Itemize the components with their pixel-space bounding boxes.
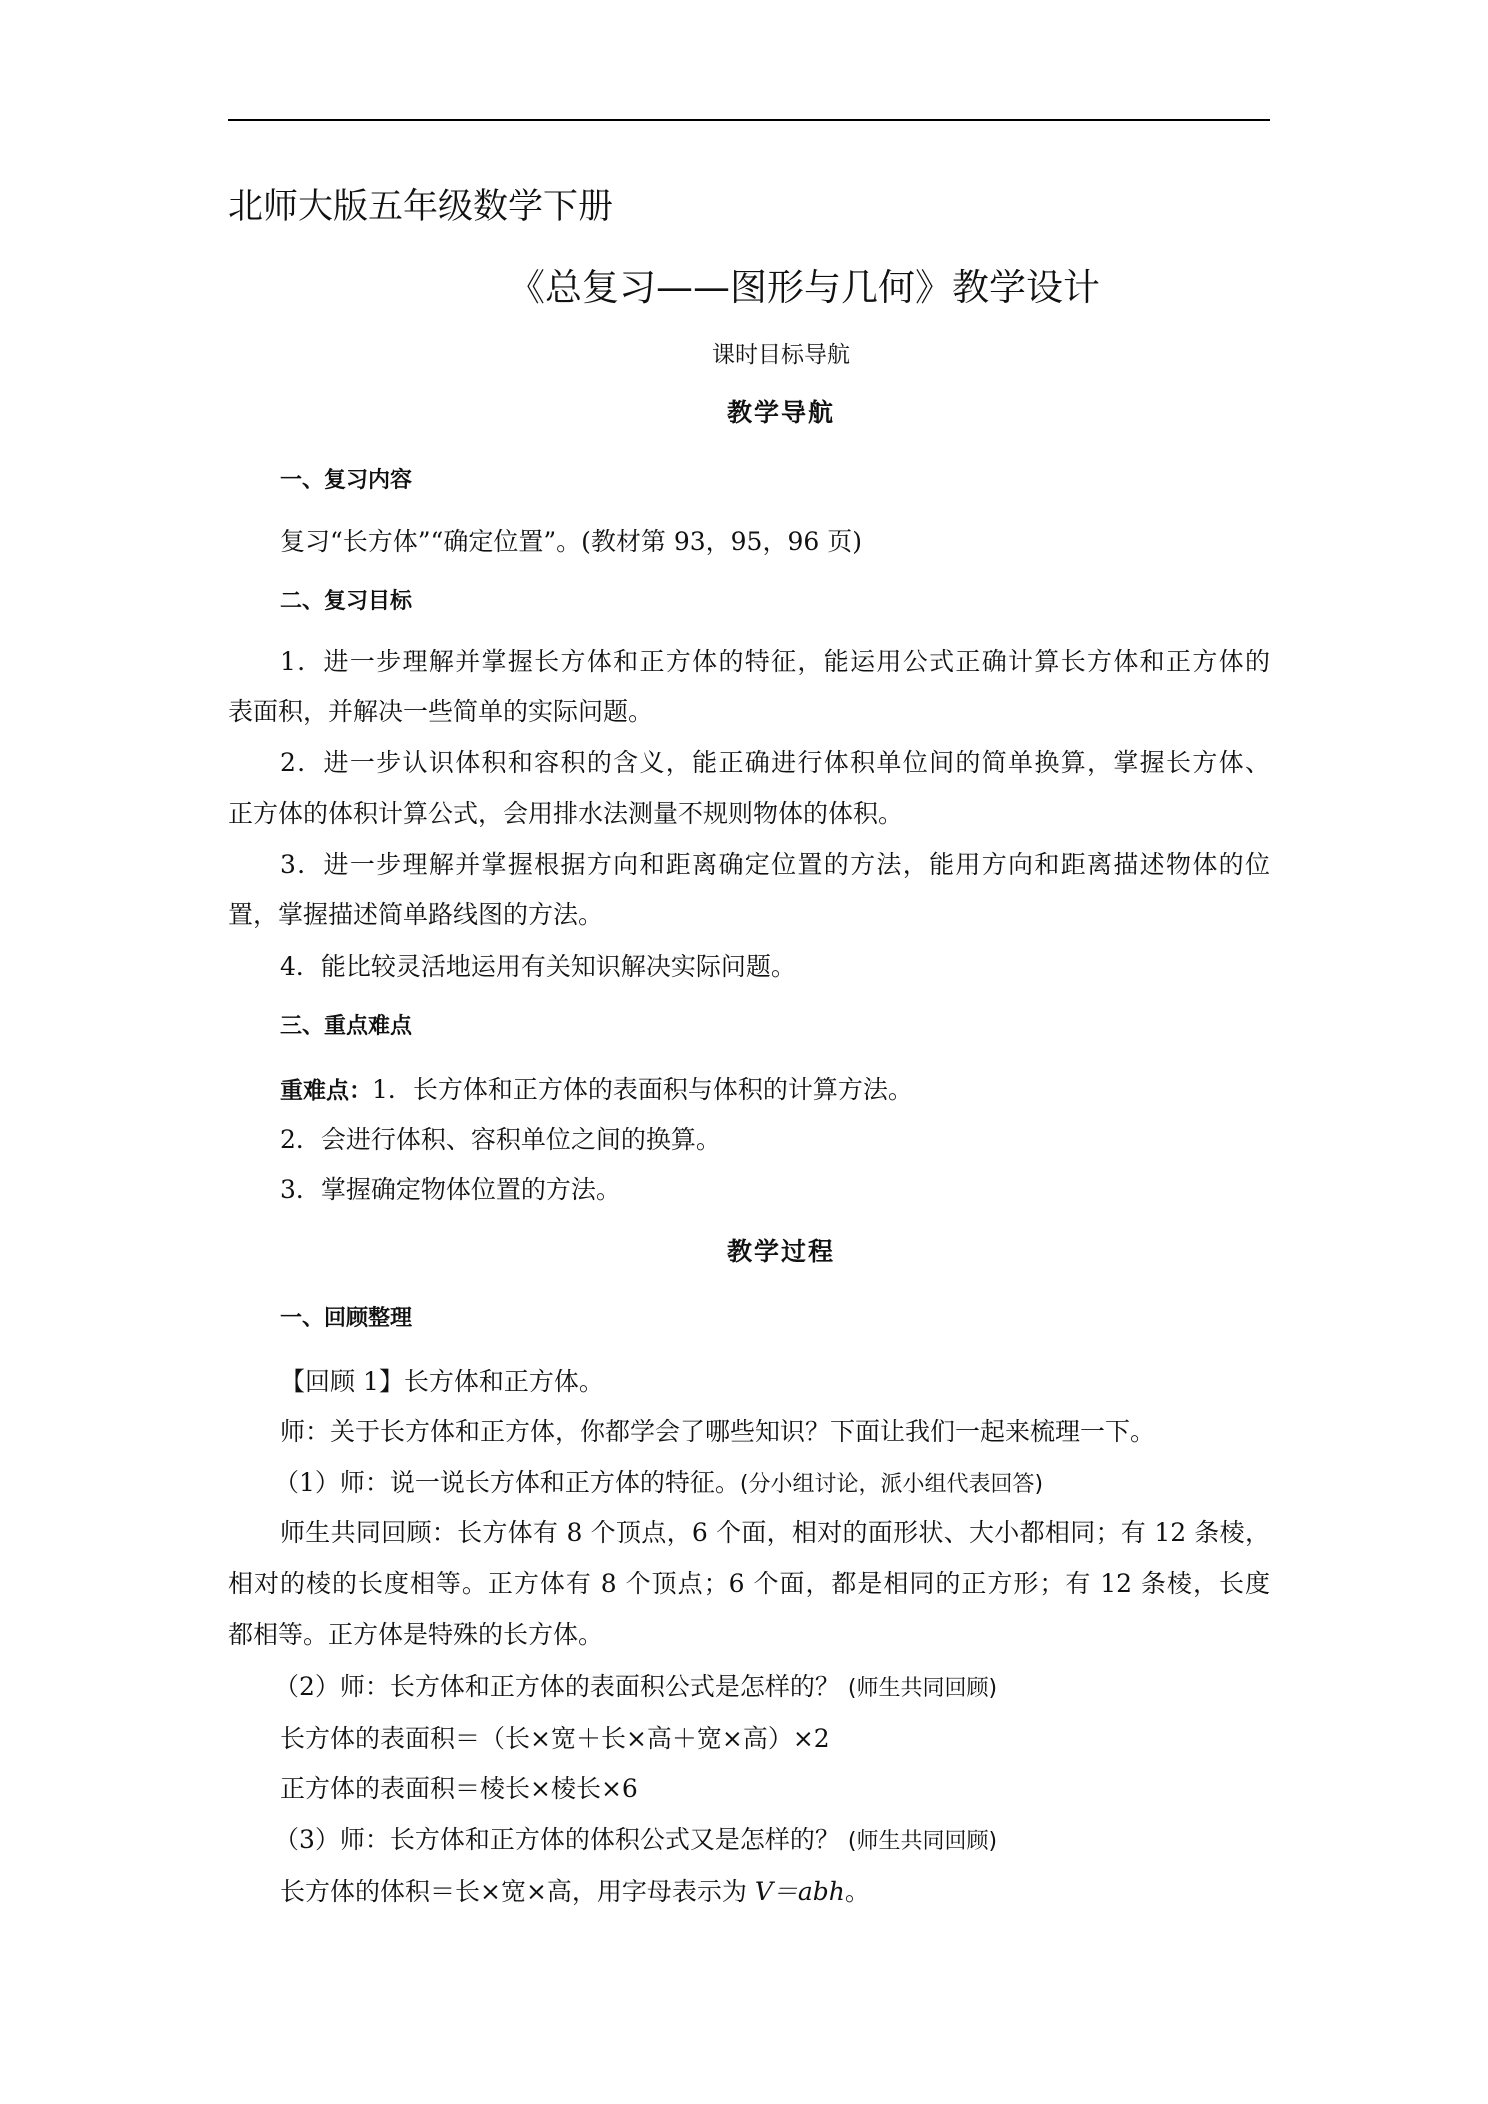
question-2-note: (师生共同回顾)	[847, 1676, 998, 1701]
review-1-title: 【回顾 1】长方体和正方体。	[280, 1367, 604, 1396]
nav-section-1-text: 复习“长方体”“确定位置”。(教材第 93，95，96 页)	[280, 527, 862, 556]
key-point-3: 3．掌握确定物体位置的方法。	[280, 1175, 621, 1204]
goal-3-line-1: 3．进一步理解并掌握根据方向和距离确定位置的方法，能用方向和距离描述物体的位	[280, 850, 1270, 879]
question-1-note: (分小组讨论，派小组代表回答)	[739, 1472, 1044, 1497]
goal-2-line-2: 正方体的体积计算公式，会用排水法测量不规则物体的体积。	[228, 799, 904, 828]
goal-3-line-2: 置，掌握描述简单路线图的方法。	[228, 900, 604, 929]
key-point-1-line	[280, 1073, 913, 1108]
goal-1-line-1: 1．进一步理解并掌握长方体和正方体的特征，能运用公式正确计算长方体和正方体的	[280, 647, 1270, 676]
nav-section-1-heading: 一、复习内容	[280, 468, 413, 493]
formula-cube-surface: 正方体的表面积＝棱长×棱长×6	[280, 1774, 638, 1803]
question-1	[274, 1466, 1043, 1502]
section-heading-teaching-nav: 教学导航	[726, 398, 835, 427]
formula-cuboid-volume-letters: V＝abh	[754, 1877, 845, 1906]
nav-section-3-heading: 三、重点难点	[280, 1014, 413, 1039]
header-rule	[228, 119, 1270, 121]
formula-cuboid-volume-text: 长方体的体积＝长×宽×高，用字母表示为	[280, 1877, 755, 1906]
document-title: 《总复习——图形与几何》教学设计	[508, 266, 1100, 309]
question-2-text: （2）师：长方体和正方体的表面积公式是怎样的？	[274, 1672, 840, 1701]
goal-2-line-1: 2．进一步认识体积和容积的含义，能正确进行体积单位间的简单换算，掌握长方体、	[280, 748, 1270, 777]
question-2	[274, 1670, 997, 1706]
answer-1-line-2: 相对的棱的长度相等。正方体有 8 个顶点；6 个面，都是相同的正方形；有 12 条棱，长度	[228, 1569, 1270, 1598]
nav-section-2-heading: 二、复习目标	[280, 589, 413, 614]
teacher-intro: 师：关于长方体和正方体，你都学会了哪些知识？下面让我们一起来梳理一下。	[280, 1417, 1156, 1446]
formula-cuboid-surface: 长方体的表面积＝（长×宽＋长×高＋宽×高）×2	[280, 1724, 830, 1753]
formula-cuboid-volume	[280, 1875, 870, 1909]
question-3	[274, 1823, 997, 1859]
question-3-text: （3）师：长方体和正方体的体积公式又是怎样的？	[274, 1825, 840, 1854]
question-3-note: (师生共同回顾)	[847, 1829, 998, 1854]
goal-1-line-2: 表面积，并解决一些简单的实际问题。	[228, 697, 654, 726]
key-point-1: 1．长方体和正方体的表面积与体积的计算方法。	[372, 1075, 913, 1104]
section-heading-teaching-process: 教学过程	[726, 1237, 835, 1266]
formula-cuboid-volume-end: 。	[844, 1877, 870, 1906]
key-points-label: 重难点：	[280, 1078, 372, 1104]
subject-heading: 北师大版五年级数学下册	[228, 187, 614, 227]
answer-1-line-1: 师生共同回顾：长方体有 8 个顶点，6 个面，相对的面形状、大小都相同；有 12 条棱，	[280, 1518, 1270, 1547]
process-part-1-heading: 一、回顾整理	[280, 1306, 413, 1331]
document-subtitle: 课时目标导航	[712, 342, 850, 368]
key-point-2: 2．会进行体积、容积单位之间的换算。	[280, 1125, 721, 1154]
answer-1-line-3: 都相等。正方体是特殊的长方体。	[228, 1620, 604, 1649]
goal-4: 4．能比较灵活地运用有关知识解决实际问题。	[280, 952, 796, 981]
question-1-text: （1）师：说一说长方体和正方体的特征。	[274, 1468, 740, 1497]
